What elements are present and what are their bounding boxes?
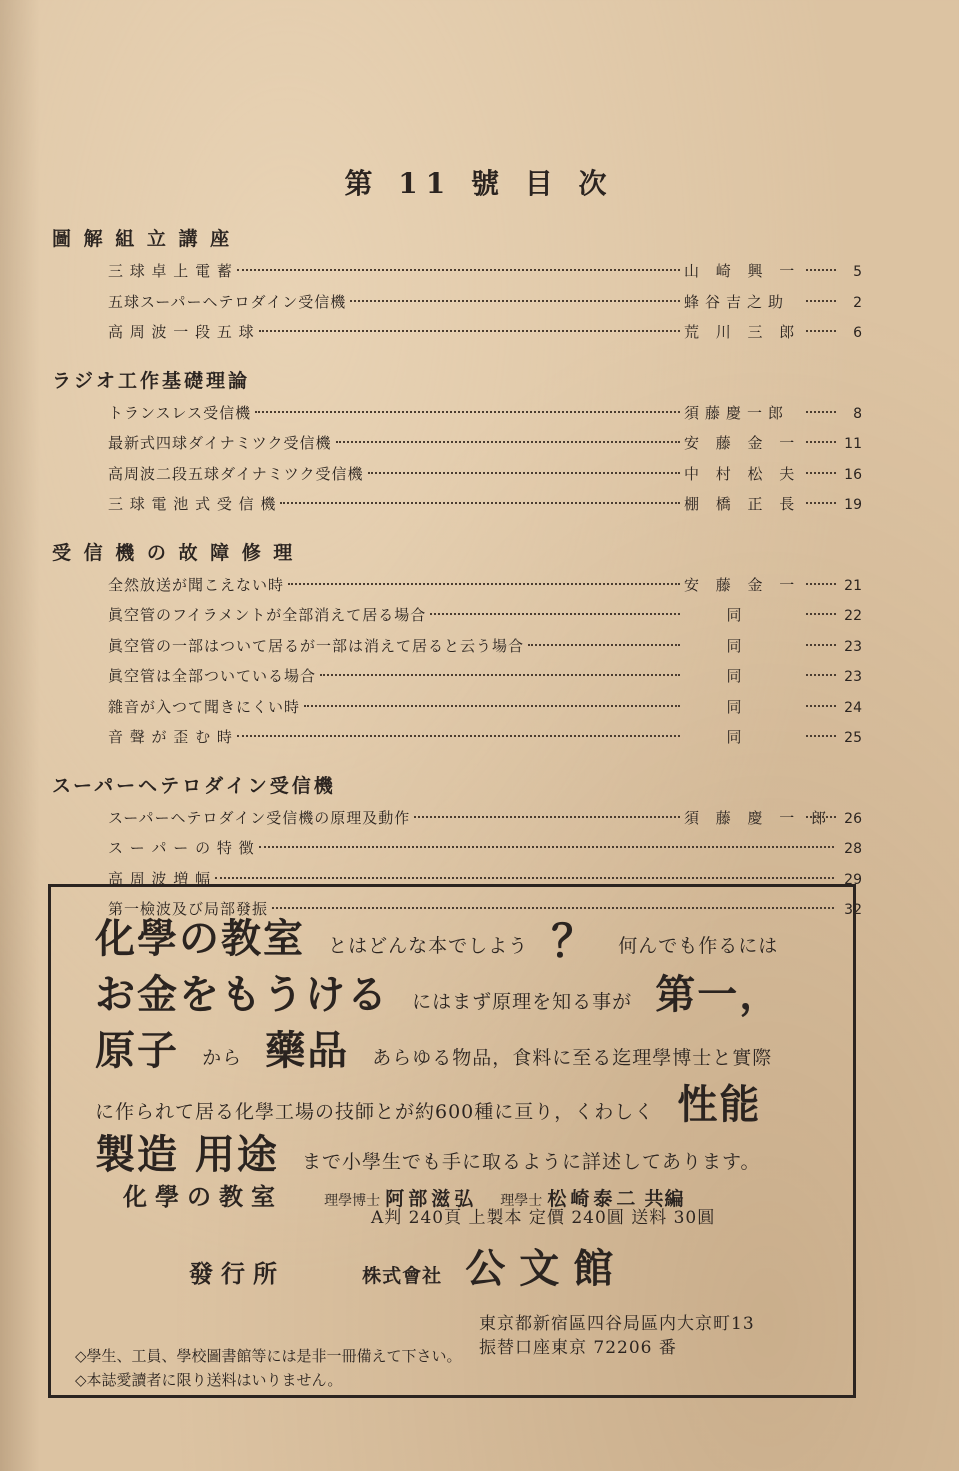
entry-page: 23 [844, 669, 862, 685]
entry-title: 眞空管は全部ついている場合 [108, 667, 317, 685]
leader-dots [806, 330, 836, 332]
toc-title: 第 11 號 目 次 [344, 167, 615, 200]
entry-title: 最新式四球ダイナミツク受信機 [108, 434, 332, 452]
leader-dots [806, 411, 836, 413]
leader-dots [288, 583, 680, 585]
book-title: 化學の教室 [123, 1183, 283, 1211]
ad-text: 何んでも作るには [618, 935, 779, 957]
entry-page: 22 [844, 608, 862, 624]
leader-dots [255, 411, 680, 413]
leader-dots [237, 735, 680, 737]
ad-line-2 [95, 963, 897, 1020]
entry-title: 雜音が入つて聞きにくい時 [108, 697, 301, 716]
ad-text: あらゆる物品，食料に至る迄理學博士と實際 [372, 1047, 773, 1069]
ad-headline: 製造 用途 [95, 1132, 279, 1178]
toc-entry [52, 459, 862, 490]
entry-author: 同 [726, 697, 742, 716]
toc-entry [52, 428, 862, 459]
leader-dots [806, 300, 836, 302]
entry-page: 6 [853, 325, 862, 341]
question-mark: ？ [551, 916, 596, 967]
leader-dots [528, 644, 680, 646]
entry-page: 23 [844, 638, 862, 655]
entry-page: 8 [853, 405, 862, 422]
ad-headline: 性能 [677, 1082, 762, 1128]
entry-title: 眞空管のフイラメントが全部消えて居る場合 [108, 606, 427, 624]
book-specs [371, 1203, 959, 1228]
toc-entry [52, 317, 862, 348]
toc-entry [52, 661, 862, 692]
author-name: 松崎泰二 [547, 1188, 640, 1210]
leader-dots [806, 269, 836, 271]
ad-headline: 藥品 [265, 1028, 350, 1074]
entry-author: 荒 川 三 郎 [684, 323, 801, 341]
entry-page: 32 [844, 902, 862, 918]
publisher-name: 公文館 [465, 1245, 628, 1292]
entry-page: 21 [844, 577, 862, 594]
leader-dots [304, 705, 680, 707]
entry-title: 三 球 電 池 式 受 信 機 [108, 495, 277, 513]
leader-dots [806, 644, 836, 646]
ad-text: から [202, 1047, 243, 1069]
specs-text: A判 240頁 上製本 定價 240圓 送料 30圓 [371, 1208, 716, 1228]
leader-dots [806, 472, 836, 474]
toc-section [52, 222, 862, 348]
toc-entry [52, 833, 862, 864]
ad-headline: お金をもうける [95, 972, 389, 1018]
ad-line-1 [95, 905, 897, 969]
toc-entry [52, 398, 862, 429]
entry-page: 2 [853, 294, 862, 311]
entry-page: 11 [844, 436, 862, 452]
toc-entry [52, 803, 862, 834]
leader-dots [806, 705, 836, 707]
section-heading: 圖 解 組 立 講 座 [52, 228, 233, 250]
entry-page: 5 [853, 264, 862, 280]
entry-page: 16 [844, 466, 862, 483]
toc-entry [52, 256, 862, 287]
ad-headline: 化學の教室 [95, 916, 305, 962]
entry-title: 音 聲 が 歪 む 時 [108, 728, 233, 746]
note-line: ◇學生、工員、學校圖書館等には是非一冊備えて下さい。 [75, 1347, 462, 1365]
leader-dots [336, 441, 680, 443]
leader-dots [320, 674, 680, 676]
entry-title: トランスレス受信機 [108, 403, 252, 422]
entry-title: 高 周 波 一 段 五 球 [108, 323, 255, 341]
ad-text: とはどんな本でしよう [328, 935, 529, 957]
toc-entry [52, 600, 862, 631]
author-name: 阿部滋弘 [385, 1188, 478, 1210]
edited-label: 共編 [644, 1188, 685, 1210]
ad-headline: 第一， [655, 972, 782, 1018]
ad-line-5 [95, 1123, 897, 1180]
note-line: ◇本誌愛讀者に限り送料はいりません。 [75, 1371, 343, 1389]
leader-dots [259, 330, 680, 332]
entry-title: 高 周 波 増 幅 [108, 869, 212, 888]
section-heading: ラジオ工作基礎理論 [52, 369, 251, 392]
entry-page: 25 [844, 730, 862, 746]
publisher-address: 東京都新宿區四谷局區内大京町13 [479, 1314, 755, 1334]
toc-section [52, 364, 862, 520]
publisher-label: 發行所 [189, 1260, 285, 1288]
entry-title: 第一檢波及び局部發振 [108, 900, 269, 918]
leader-dots [368, 472, 680, 474]
entry-title: ス ー パ ー の 特 徴 [108, 839, 255, 857]
leader-dots [806, 502, 836, 504]
ad-line-4 [95, 1073, 897, 1130]
entry-author: 同 [726, 667, 742, 685]
section-heading: スーパーヘテロダイン受信機 [52, 774, 336, 797]
entry-title: 高周波二段五球ダイナミツク受信機 [108, 464, 364, 483]
leader-dots [430, 613, 680, 615]
entry-author: 同 [726, 728, 742, 746]
entry-author: 安 藤 金 一 [684, 434, 801, 452]
leader-dots [806, 441, 836, 443]
section-heading: 受 信 機 の 故 障 修 理 [52, 541, 296, 564]
entry-title: 五球スーパーヘテロダイン受信機 [108, 292, 347, 311]
entry-title: 三 球 卓 上 電 蓄 [108, 262, 233, 280]
toc-section [52, 536, 862, 753]
entry-author: 同 [726, 606, 742, 624]
leader-dots [350, 300, 680, 302]
company-type: 株式會社 [362, 1265, 443, 1287]
entry-title: 眞空管の一部はついて居るが一部は消えて居ると云う場合 [108, 636, 525, 655]
toc-entry [52, 631, 862, 662]
leader-dots [806, 583, 836, 585]
leader-dots [414, 816, 680, 818]
entry-page: 28 [844, 841, 862, 857]
entry-page: 29 [844, 871, 862, 888]
table-of-contents [52, 222, 862, 941]
leader-dots [806, 674, 836, 676]
leader-dots [237, 269, 680, 271]
publisher-account: 振替口座東京 72206 番 [479, 1338, 677, 1358]
rank-label: 理學博士 [324, 1193, 381, 1209]
entry-author: 同 [726, 636, 742, 655]
leader-dots [806, 613, 836, 615]
entry-author: 中 村 松 夫 [684, 464, 801, 483]
leader-dots [806, 816, 836, 818]
entry-title: スーパーヘテロダイン受信機の原理及動作 [108, 808, 411, 827]
ad-line-3 [95, 1019, 897, 1076]
ad-text: にはまず原理を知る事が [412, 991, 633, 1013]
leader-dots [806, 735, 836, 737]
entry-author: 須藤慶一郎 [684, 403, 790, 422]
entry-page: 19 [844, 497, 862, 513]
entry-author: 山 崎 興 一 [684, 262, 801, 280]
entry-author: 安 藤 金 一 [684, 575, 801, 594]
toc-entry [52, 287, 862, 318]
entry-page: 26 [844, 810, 862, 827]
rank-label: 理學士 [500, 1193, 543, 1209]
entry-title: 全然放送が聞こえない時 [108, 575, 285, 594]
entry-author: 蜂谷吉之助 [684, 292, 790, 311]
leader-dots [280, 502, 680, 504]
ad-headline: 原子 [95, 1028, 179, 1074]
toc-entry [52, 722, 862, 753]
toc-entry [52, 692, 862, 723]
toc-entry [52, 570, 862, 601]
entry-author: 須 藤 慶 一 郎 [684, 808, 833, 827]
ad-text: に作られて居る化學工場の技師とが約600種に亘り，くわしく [95, 1101, 655, 1123]
entry-author: 棚 橋 正 長 [684, 495, 801, 513]
ad-text: まで小學生でも手に取るように詳述してあります。 [302, 1151, 761, 1173]
toc-entry [52, 489, 862, 520]
publisher-info [189, 1237, 959, 1294]
advertisement-box [48, 884, 856, 1398]
leader-dots [215, 877, 834, 879]
entry-page: 24 [844, 699, 862, 716]
leader-dots [259, 846, 834, 848]
